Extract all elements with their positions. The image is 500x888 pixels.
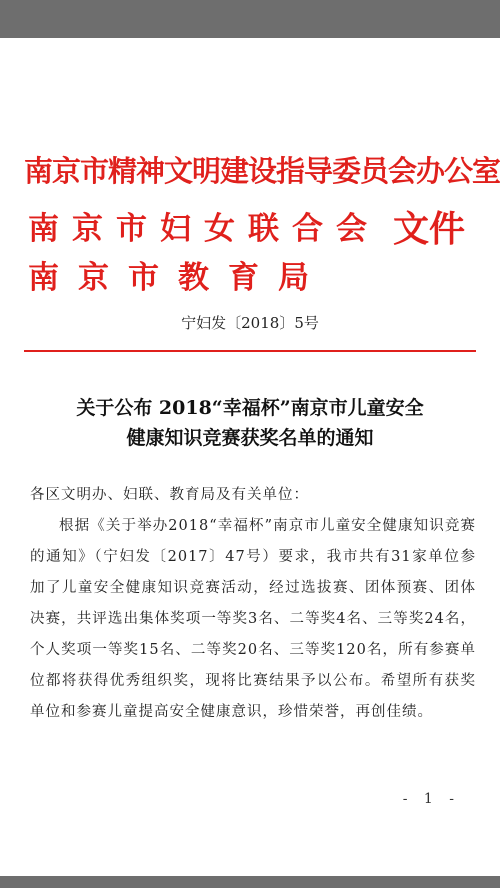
issuer-line-2: 南京市妇女联合会 bbox=[28, 211, 380, 247]
document-number: 宁妇发〔2018〕5号 bbox=[181, 314, 319, 332]
document-label: 文件 bbox=[393, 208, 466, 250]
body-paragraph: 根据《关于举办2018“幸福杯”南京市儿童安全健康知识竞赛的通知》（宁妇发〔2017〕47号）要求，我市共有31家单位参加了儿童安全健康知识竞赛活动，经过选拔赛、团体预赛、团体决赛，共评选出集体奖项一等奖3名、二等奖4名、三等奖24名，个人奖项一等奖15名、二等奖20名、三等奖120名，所有参赛单位都将获得优秀组织奖，现将比赛结果予以公布。希望所有获奖单位和参赛儿童提高安全健康意识，珍惜荣誉，再创佳绩。 bbox=[30, 518, 476, 720]
page-number: - 1 - bbox=[402, 791, 460, 807]
document-page bbox=[0, 38, 500, 876]
red-divider bbox=[24, 350, 476, 352]
issuer-line-3: 南京市教育局 bbox=[28, 260, 328, 296]
notice-title-line-2: 健康知识竞赛获奖名单的通知 bbox=[126, 427, 374, 449]
salutation: 各区文明办、妇联、教育局及有关单位： bbox=[30, 487, 309, 503]
notice-title-line-1: 关于公布 2018“幸福杯”南京市儿童安全 bbox=[76, 397, 424, 419]
issuer-line-1: 南京市精神文明建设指导委员会办公室 bbox=[24, 154, 500, 188]
